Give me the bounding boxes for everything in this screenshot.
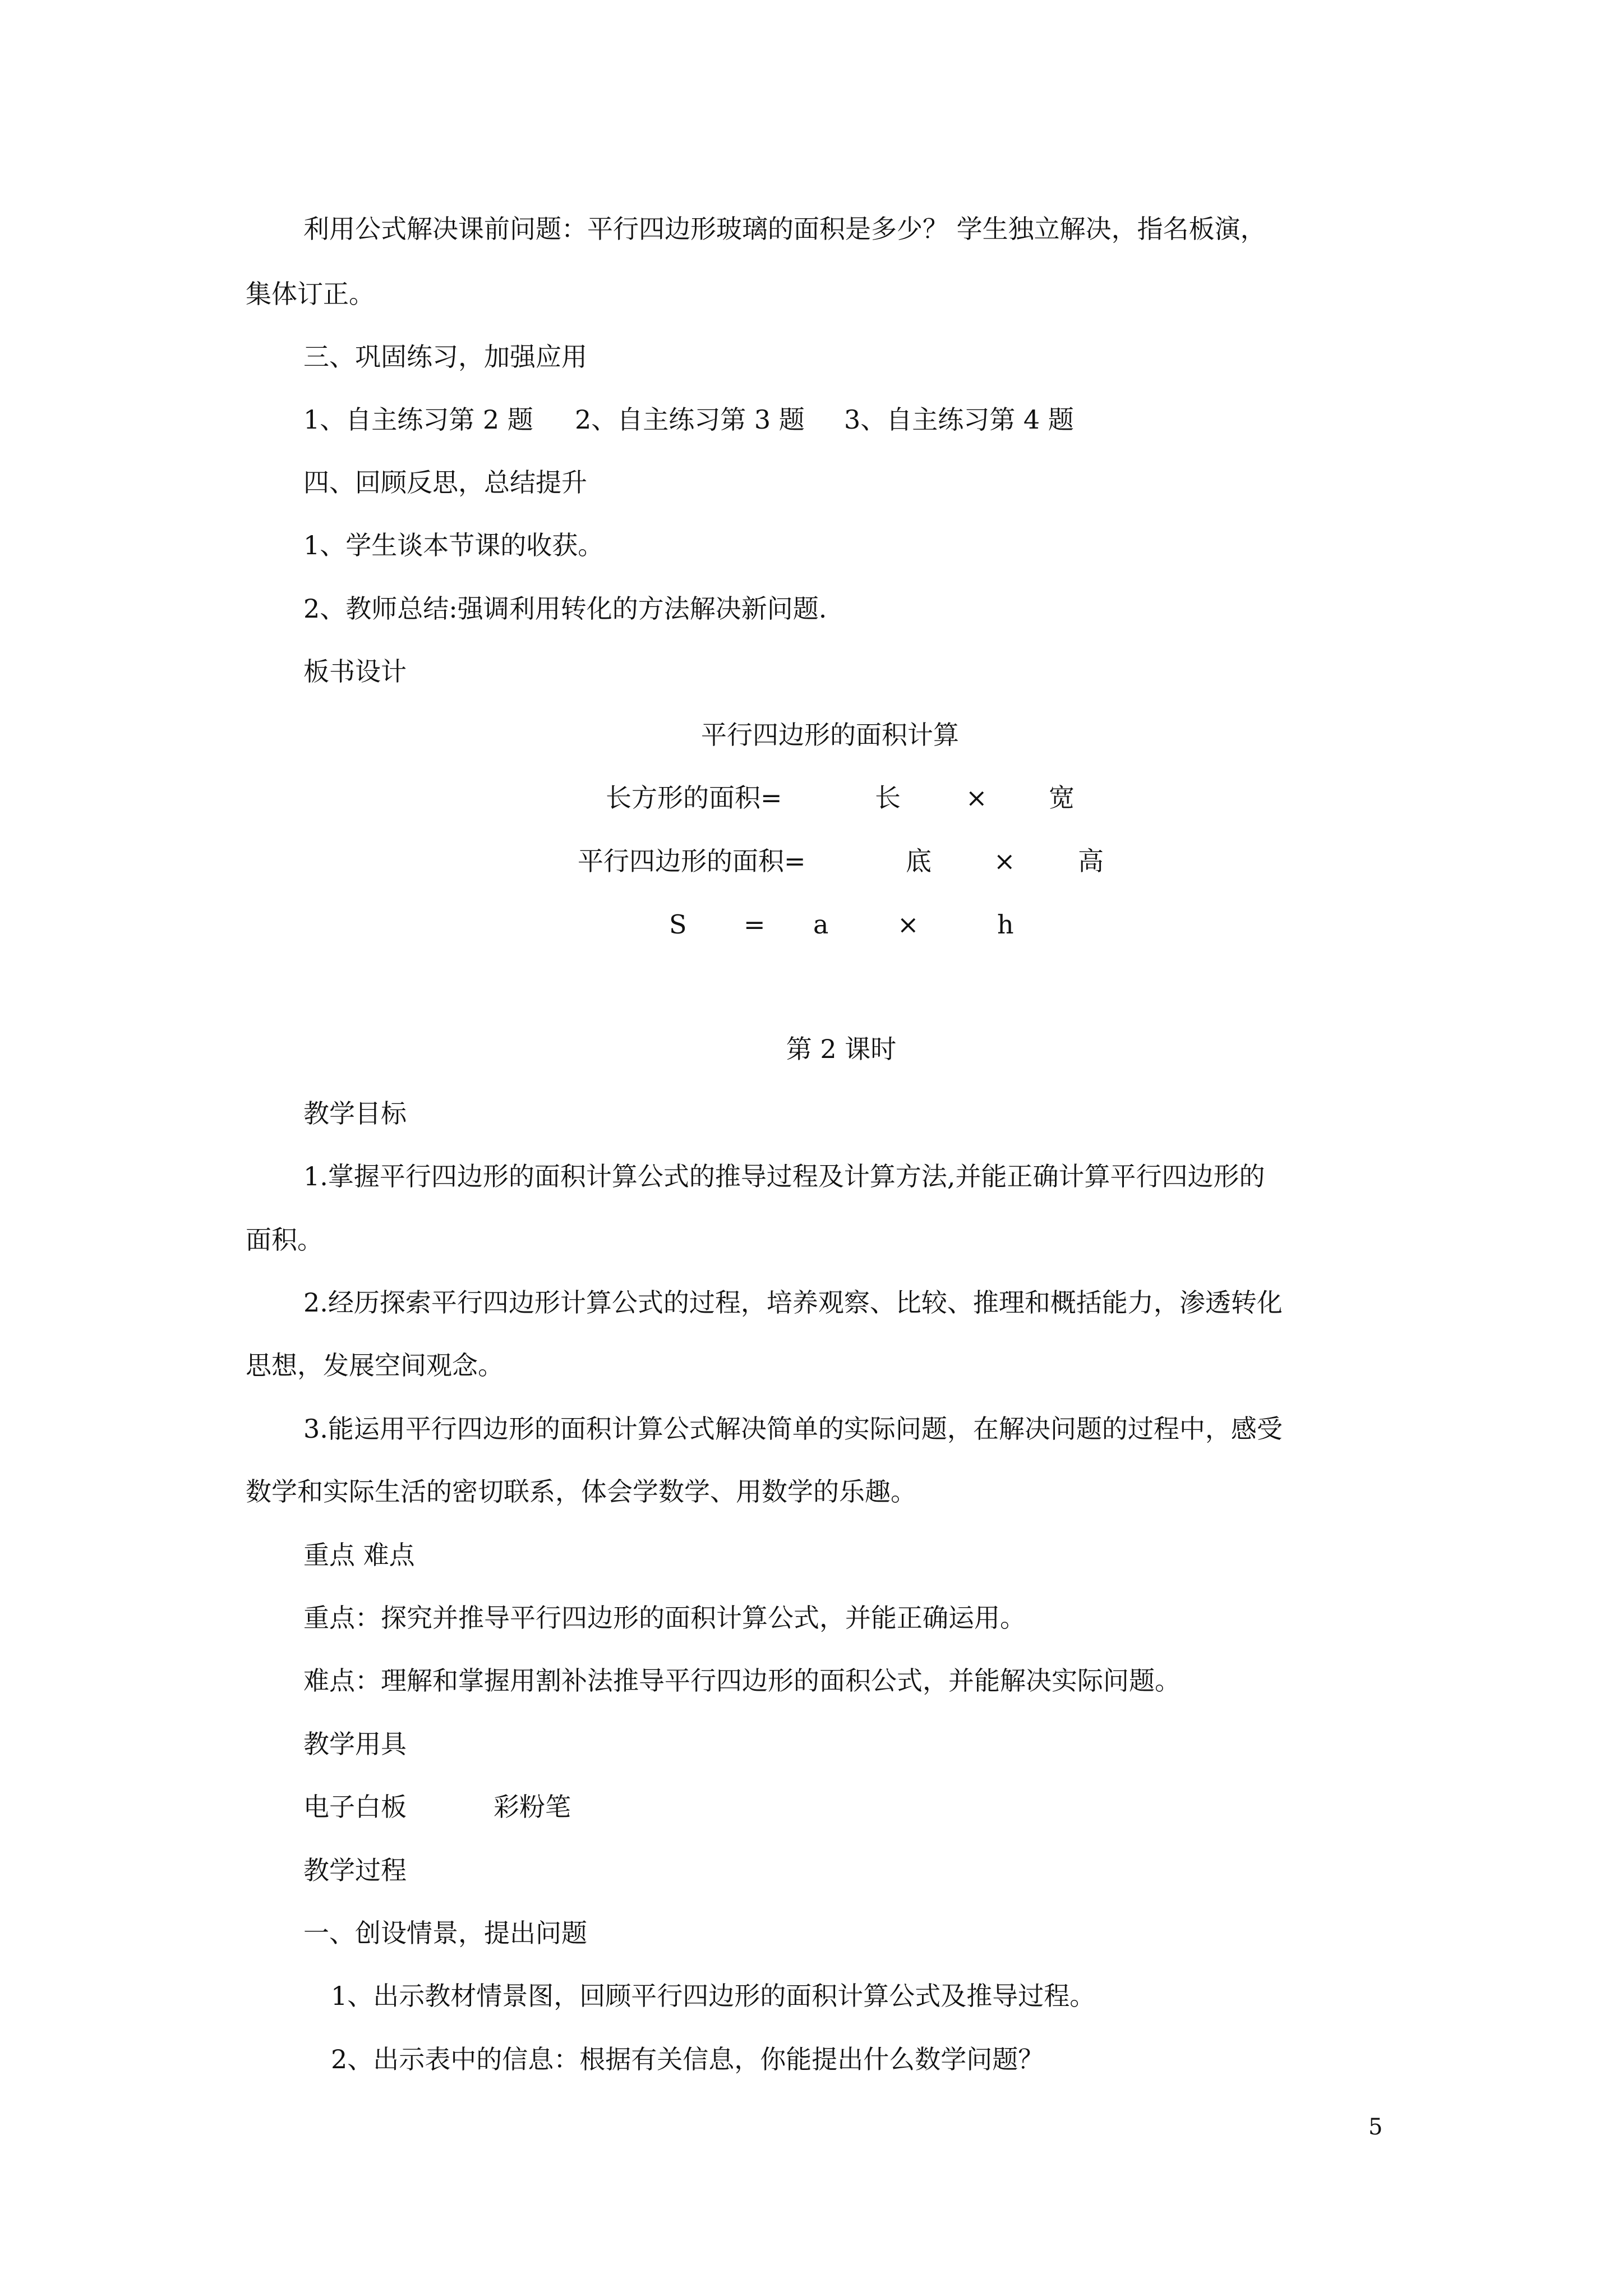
board-title: 平行四边形的面积计算 <box>701 720 959 750</box>
process-step: 一、创设情景，提出问题 <box>303 1918 587 1948</box>
section-heading: 三、巩固练习，加强应用 <box>303 342 587 372</box>
board-row2-op: × <box>994 846 1016 876</box>
board-row1-label: 长方形的面积= <box>606 783 782 813</box>
board-row3-b: h <box>997 909 1014 940</box>
tool-item: 彩粉笔 <box>494 1792 571 1822</box>
goal-line: 数学和实际生活的密切联系，体会学数学、用数学的乐趣。 <box>246 1476 916 1507</box>
difficult-point: 难点：理解和掌握用割补法推导平行四边形的面积公式，并能解决实际问题。 <box>303 1665 1181 1696</box>
tools-heading: 教学用具 <box>303 1729 407 1759</box>
process-substep: 1、出示教材情景图，回顾平行四边形的面积计算公式及推导过程。 <box>331 1981 1096 2011</box>
board-row1-a: 长 <box>875 783 901 813</box>
board-row3-op: × <box>897 909 919 940</box>
board-row2-label: 平行四边形的面积= <box>578 846 806 876</box>
process-substep: 2、出示表中的信息：根据有关信息，你能提出什么数学问题？ <box>331 2044 1044 2074</box>
board-row1-b: 宽 <box>1049 783 1075 813</box>
goal-line: 面积。 <box>246 1225 323 1255</box>
exercise-item: 2、自主练习第 3 题 <box>575 404 805 435</box>
board-row2-b: 高 <box>1078 846 1104 876</box>
paragraph-line: 集体订正。 <box>246 279 375 309</box>
summary-item: 2、教师总结:强调利用转化的方法解决新问题. <box>303 593 827 624</box>
lesson-title: 第 2 课时 <box>786 1034 897 1064</box>
page-number: 5 <box>1368 2114 1383 2140</box>
board-design-heading: 板书设计 <box>303 656 407 687</box>
summary-item: 1、学生谈本节课的收获。 <box>303 530 604 560</box>
board-row1-op: × <box>966 783 988 813</box>
board-row3-s: S <box>669 909 687 940</box>
keypoints-heading: 重点 难点 <box>303 1540 415 1570</box>
process-heading: 教学过程 <box>303 1855 407 1885</box>
goals-heading: 教学目标 <box>303 1098 407 1129</box>
board-row3-eq: = <box>744 909 766 940</box>
goal-line: 思想，发展空间观念。 <box>246 1350 504 1381</box>
goal-line: 3.能运用平行四边形的面积计算公式解决简单的实际问题，在解决问题的过程中，感受 <box>303 1414 1283 1444</box>
exercise-item: 1、自主练习第 2 题 <box>303 404 533 435</box>
section-heading: 四、回顾反思，总结提升 <box>303 467 587 498</box>
board-row3-a: a <box>813 909 829 940</box>
goal-line: 2.经历探索平行四边形计算公式的过程，培养观察、比较、推理和概括能力，渗透转化 <box>303 1287 1283 1318</box>
tool-item: 电子白板 <box>303 1792 407 1822</box>
board-row2-a: 底 <box>906 846 932 876</box>
paragraph-line: 利用公式解决课前问题：平行四边形玻璃的面积是多少？ 学生独立解决，指名板演， <box>303 214 1266 244</box>
exercise-item: 3、自主练习第 4 题 <box>844 404 1074 435</box>
goal-line: 1.掌握平行四边形的面积计算公式的推导过程及计算方法,并能正确计算平行四边形的 <box>303 1161 1265 1191</box>
key-point: 重点：探究并推导平行四边形的面积计算公式，并能正确运用。 <box>303 1603 1026 1633</box>
